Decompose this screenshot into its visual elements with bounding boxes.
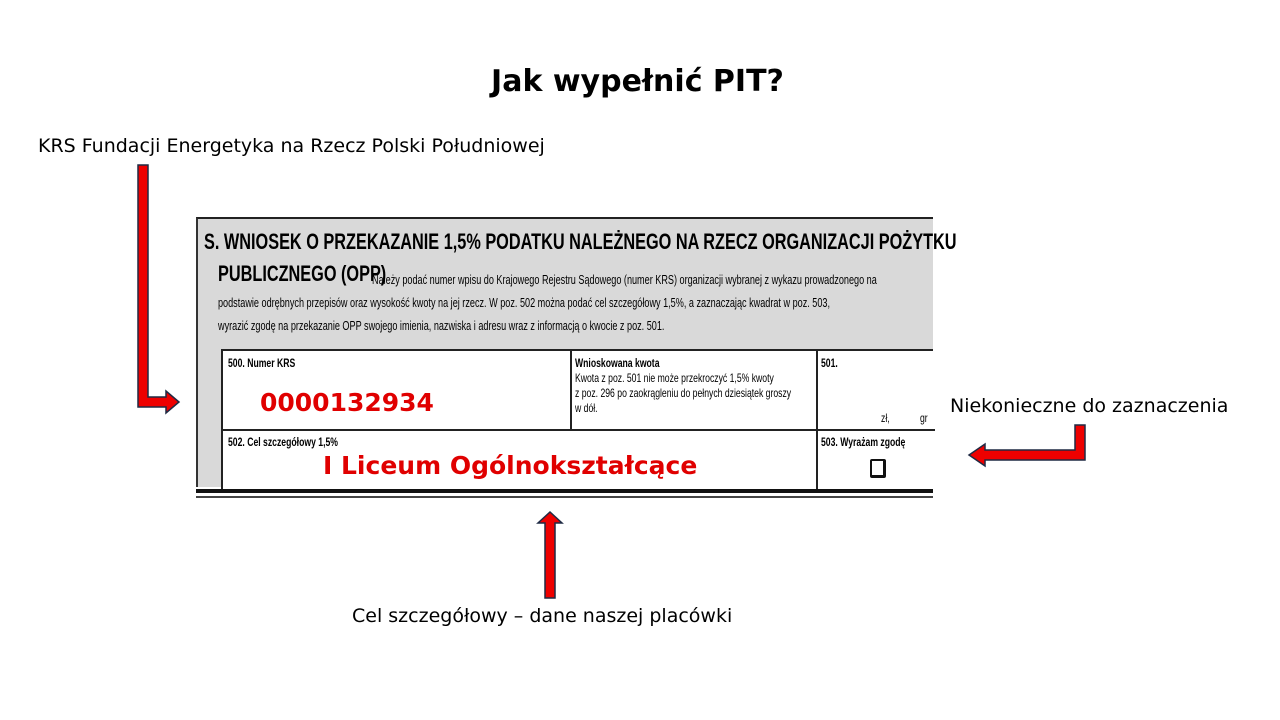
goal-value[interactable]: I Liceum Ogólnokształcące bbox=[323, 451, 698, 480]
optional-caption: Niekonieczne do zaznaczenia bbox=[950, 395, 1229, 417]
form-heading-opp: PUBLICZNEGO (OPP) bbox=[218, 261, 387, 286]
form-fields-grid bbox=[221, 349, 933, 489]
divider bbox=[570, 351, 572, 431]
slide-title: Jak wypełnić PIT? bbox=[491, 64, 784, 99]
form-instruction-line: wyrazić zgodę na przekazanie OPP swojego imienia, nazwiska i adresu wraz z informacją o kwocie z poz. 501. bbox=[218, 318, 665, 333]
goal-arrow bbox=[0, 0, 1, 1]
field-503-label: 503. Wyrażam zgodę bbox=[821, 435, 906, 449]
krs-caption: KRS Fundacji Energetyka na Rzecz Polski Południowej bbox=[38, 135, 545, 157]
currency-gr: gr bbox=[920, 411, 928, 425]
currency-zl: zł, bbox=[881, 411, 890, 425]
divider bbox=[196, 496, 933, 498]
amount-note-line: w dół. bbox=[575, 401, 598, 415]
pit-form-section bbox=[196, 217, 957, 501]
form-instruction-line: podstawie odrębnych przepisów oraz wysokość kwoty na jej rzecz. W poz. 502 można podać cel szczegółowy 1,5%, a zaznaczając kwadrat w poz. 503, bbox=[218, 295, 831, 310]
field-500-label: 500. Numer KRS bbox=[228, 356, 296, 370]
divider bbox=[196, 489, 933, 493]
krs-number-value[interactable]: 0000132934 bbox=[260, 388, 434, 417]
amount-label: Wnioskowana kwota bbox=[575, 356, 660, 370]
field-501-label: 501. bbox=[821, 356, 838, 370]
amount-note-line: z poz. 296 po zaokrągleniu do pełnych dziesiątek groszy bbox=[575, 386, 792, 400]
goal-caption: Cel szczegółowy – dane naszej placówki bbox=[352, 605, 733, 627]
divider bbox=[223, 429, 935, 431]
field-502-label: 502. Cel szczegółowy 1,5% bbox=[228, 435, 338, 449]
amount-note-line: Kwota z poz. 501 nie może przekroczyć 1,5% kwoty bbox=[575, 371, 774, 385]
consent-checkbox[interactable] bbox=[870, 459, 886, 478]
divider bbox=[816, 351, 818, 491]
form-instruction-line: Należy podać numer wpisu do Krajowego Rejestru Sądowego (numer KRS) organizacji wybranej z wykazu prowadzonego na bbox=[372, 272, 877, 287]
form-heading: S. WNIOSEK O PRZEKAZANIE 1,5% PODATKU NALEŻNEGO NA RZECZ ORGANIZACJI POŻYTKU bbox=[204, 229, 957, 254]
